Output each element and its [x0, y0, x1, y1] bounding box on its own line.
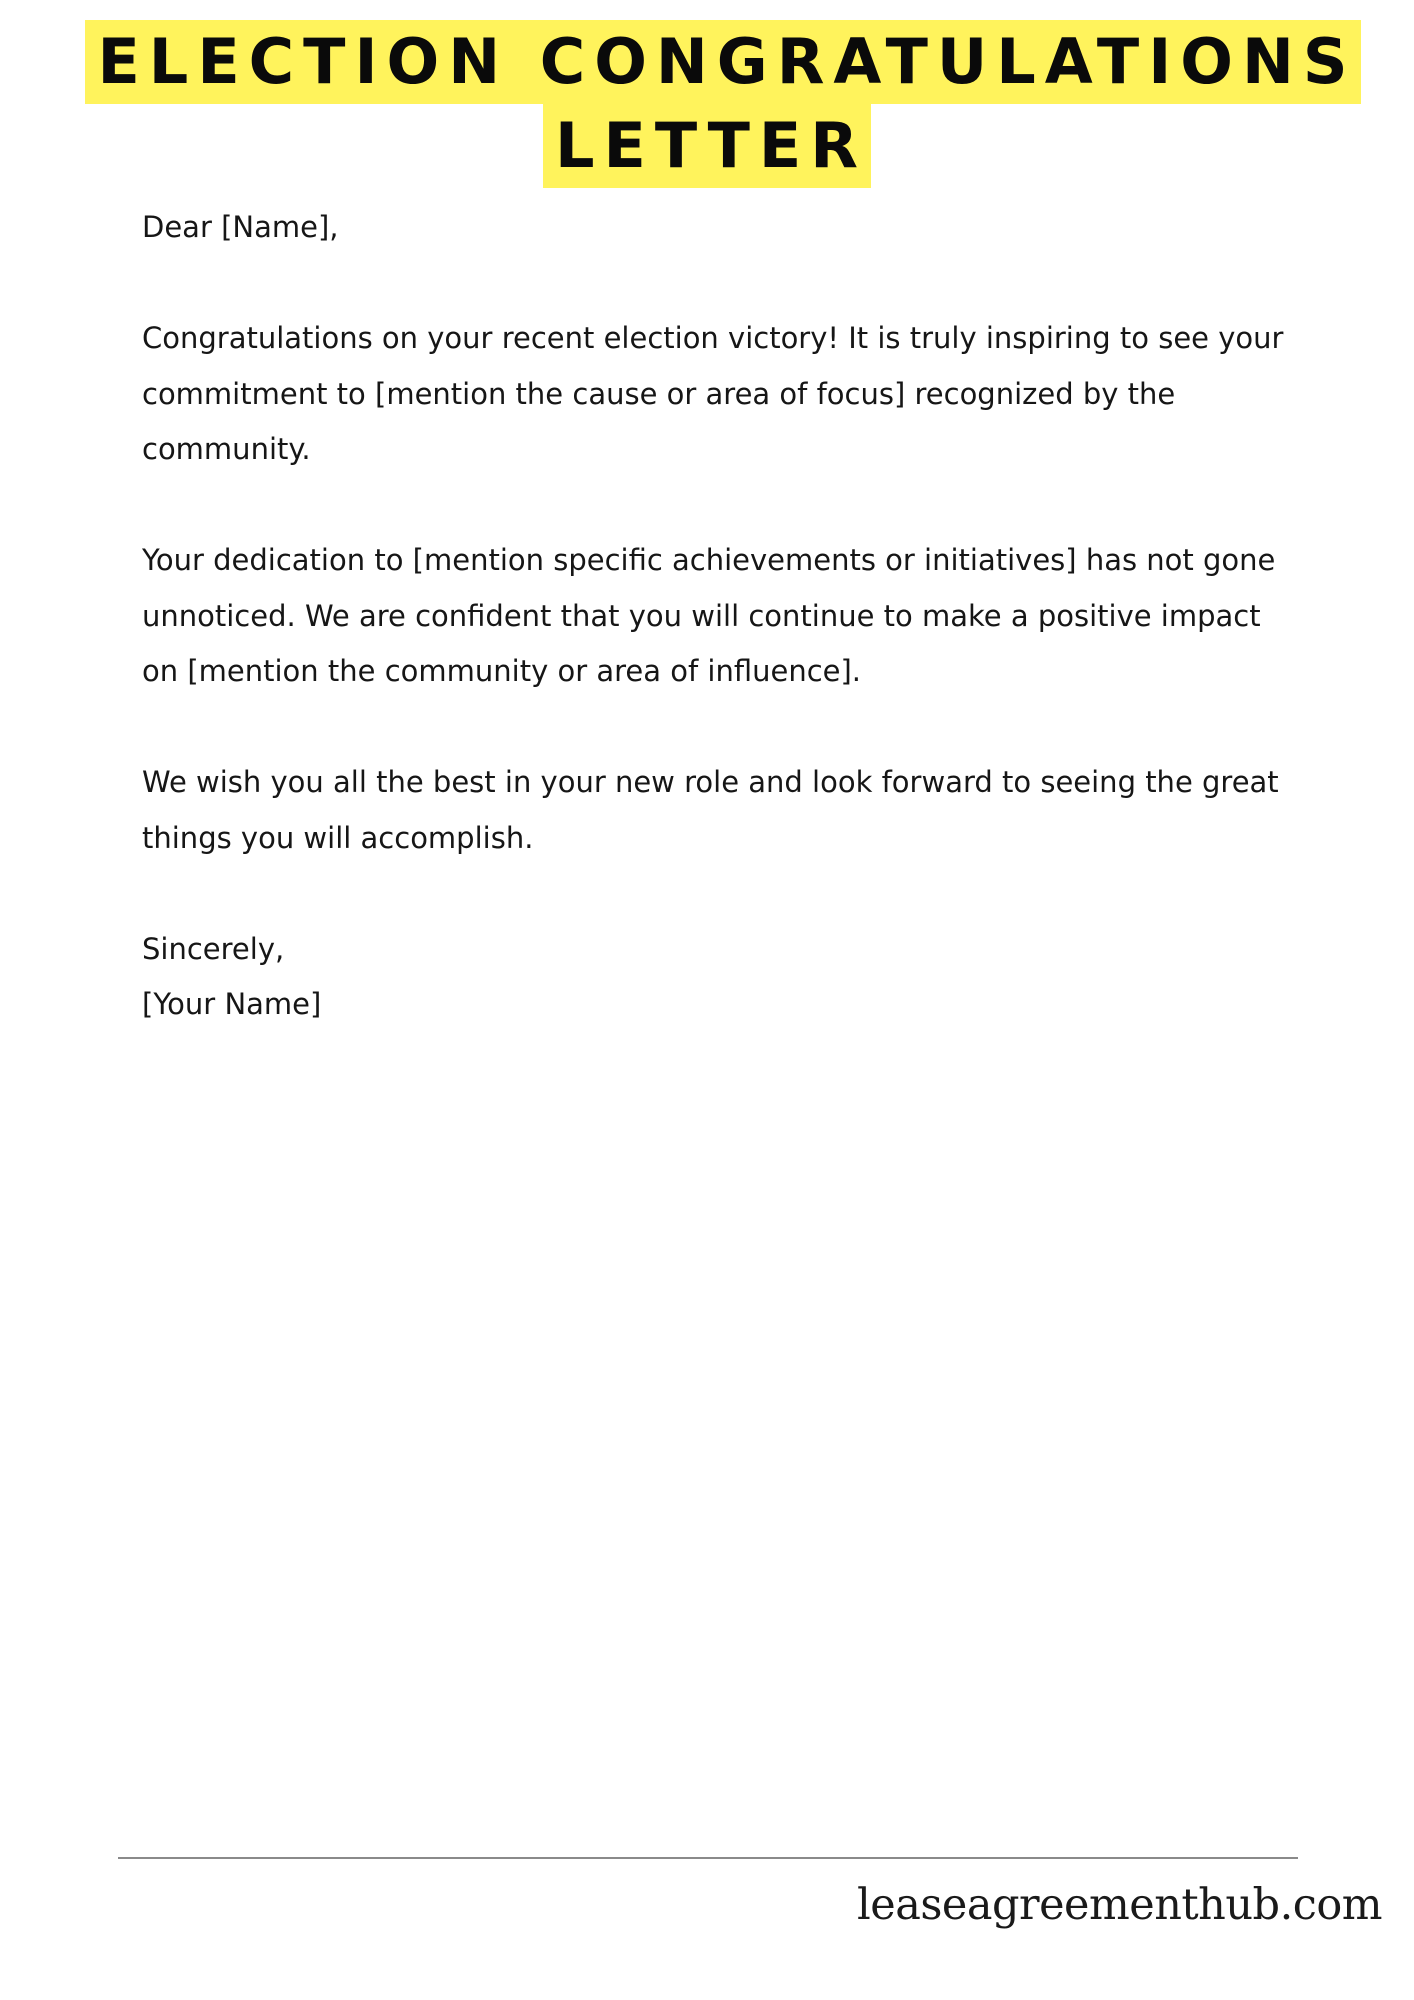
footer-brand: leaseagreementhub.com — [857, 1880, 1382, 1930]
signature-placeholder: [Your Name] — [142, 987, 322, 1021]
footer-divider — [118, 1857, 1298, 1859]
letter-body — [142, 200, 1302, 1033]
paragraph-3: We wish you all the best in your new role and look forward to seeing the great things you will accomplish. — [142, 765, 1279, 855]
paragraph-1: Congratulations on your recent election victory! It is truly inspiring to see your commitment to [mention the cause or area of focus] recognized by the community. — [142, 321, 1284, 466]
closing: Sincerely, — [142, 931, 285, 966]
salutation: Dear [Name], — [142, 210, 339, 244]
closing-block — [142, 922, 1302, 1033]
paragraph-2: Your dedication to [mention specific achievements or initiatives] has not gone unnoticed. We are confident that you will continue to make a positive impact on [mention the community or area of influence]. — [142, 543, 1276, 688]
title-line-1: ELECTION CONGRATULATIONS — [85, 20, 1360, 104]
title-line-2: LETTER — [543, 104, 871, 188]
document-title — [0, 20, 1414, 188]
